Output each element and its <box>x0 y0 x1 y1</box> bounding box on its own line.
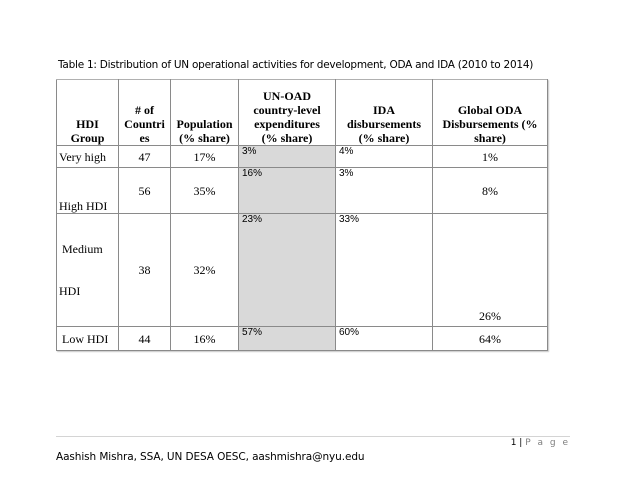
header-line: IDA <box>372 103 395 117</box>
header-line: (% share) <box>179 131 230 145</box>
header-line: Group <box>70 131 105 145</box>
cell-hdi-group <box>57 327 119 351</box>
page-label: P a g e <box>525 438 570 448</box>
cell-hdi-group <box>57 146 119 168</box>
header-line: disbursements <box>346 117 421 131</box>
group-line: HDI <box>59 284 81 298</box>
footer-author: Aashish Mishra, SSA, UN DESA OESC, aashmishra@nyu.edu <box>56 451 365 463</box>
header-ida-disbursements <box>336 80 433 146</box>
header-population <box>171 80 239 146</box>
page-number-value: 1 <box>510 438 517 448</box>
header-row <box>57 80 548 146</box>
cell-population: 35% <box>171 168 239 214</box>
cell-ida: 3% <box>336 168 433 214</box>
cell-countries: 44 <box>119 327 171 351</box>
footer-divider <box>56 436 570 437</box>
group-line: Medium <box>59 242 103 256</box>
cell-hdi-group <box>57 214 119 327</box>
cell-oda: 64% <box>433 327 548 351</box>
header-global-oda <box>433 80 548 146</box>
cell-ida: 60% <box>336 327 433 351</box>
header-line: Disbursements (% <box>442 117 538 131</box>
header-line: (% share) <box>261 131 313 145</box>
table-row <box>57 146 548 168</box>
cell-countries: 47 <box>119 146 171 168</box>
cell-oda: 26% <box>433 214 548 327</box>
cell-ida: 4% <box>336 146 433 168</box>
page-number-separator: | <box>519 438 523 448</box>
cell-countries: 56 <box>119 168 171 214</box>
cell-countries: 38 <box>119 214 171 327</box>
cell-unoad: 23% <box>239 214 336 327</box>
header-line: UN-OAD <box>263 89 311 103</box>
cell-ida: 33% <box>336 214 433 327</box>
header-line: share) <box>474 131 506 145</box>
header-line: HDI <box>76 117 99 131</box>
cell-unoad: 3% <box>239 146 336 168</box>
table-row <box>57 327 548 351</box>
cell-hdi-group <box>57 168 119 214</box>
page-number <box>511 438 570 448</box>
cell-population: 17% <box>171 146 239 168</box>
table-caption: Table 1: Distribution of UN operational activities for development, ODA and IDA (2010 to 2014) <box>58 59 534 71</box>
header-line: Countri <box>124 117 165 131</box>
table-row <box>57 214 548 327</box>
cell-unoad: 57% <box>239 327 336 351</box>
cell-oda: 1% <box>433 146 548 168</box>
group-line: High HDI <box>59 199 108 213</box>
cell-oda: 8% <box>433 168 548 214</box>
header-hdi-group <box>57 80 119 146</box>
group-line: Low HDI <box>62 331 109 346</box>
header-line: # of <box>135 103 154 117</box>
cell-unoad: 16% <box>239 168 336 214</box>
hdi-distribution-table <box>56 79 548 351</box>
header-line: (% share) <box>358 131 410 145</box>
table-row <box>57 168 548 214</box>
header-line: country-level <box>253 103 321 117</box>
header-unoad-expenditures <box>239 80 336 146</box>
header-countries <box>119 80 171 146</box>
cell-population: 32% <box>171 214 239 327</box>
header-line: Population <box>176 117 233 131</box>
header-line: expenditures <box>254 117 320 131</box>
cell-population: 16% <box>171 327 239 351</box>
header-line: Global ODA <box>457 103 523 117</box>
group-line: Very high <box>59 149 106 164</box>
header-line: es <box>139 131 150 145</box>
